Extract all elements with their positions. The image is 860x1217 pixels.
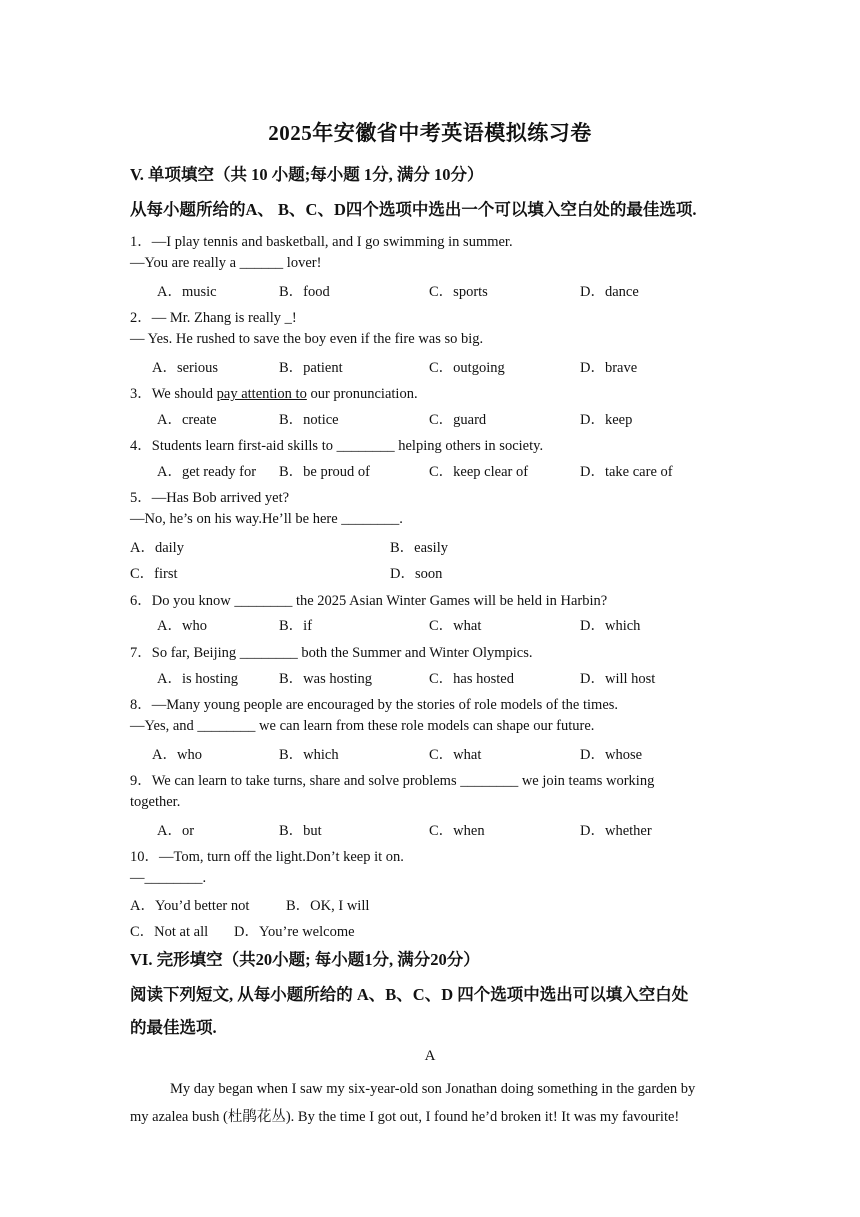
question-10-stem: 10．—Tom, turn off the light.Don’t keep it on.	[130, 849, 404, 865]
option-c: C．sports	[429, 284, 488, 300]
section-6-instruction-line-2: 的最佳选项.	[130, 1018, 217, 1037]
option-a: A．music	[157, 284, 217, 300]
option-c: C．what	[429, 747, 482, 763]
option-c: C．Not at all	[130, 924, 209, 940]
option-b: B．easily	[390, 540, 448, 556]
question-2-options	[130, 356, 730, 376]
option-b: B．OK, I will	[286, 898, 370, 914]
option-b: B．if	[279, 618, 313, 634]
option-b: B．be proud of	[279, 464, 371, 480]
option-d: D．whose	[580, 747, 643, 763]
section-5-instruction: 从每小题所给的A、 B、C、D四个选项中选出一个可以填入空白处的最佳选项.	[130, 200, 697, 219]
question-4-options	[130, 460, 730, 480]
option-b: B．but	[279, 823, 322, 839]
option-c: C．first	[130, 566, 178, 582]
underlined-phrase: pay attention to	[216, 386, 307, 402]
passage-label: A	[424, 1048, 436, 1064]
option-a: A．who	[157, 618, 207, 634]
question-8-response: —Yes, and ________ we can learn from these role models can shape our future.	[130, 718, 595, 734]
question-10-options-row-1	[130, 894, 730, 914]
option-b: B．patient	[279, 360, 343, 376]
question-10-response: —________.	[130, 870, 207, 886]
question-10-options-row-2	[130, 920, 730, 940]
question-6-stem: 6．Do you know ________ the 2025 Asian Winter Games will be held in Harbin?	[130, 593, 608, 609]
question-5-options-row-1	[130, 536, 730, 556]
question-5-options-row-2	[130, 562, 730, 582]
option-b: B．was hosting	[279, 671, 373, 687]
section-6-heading: VI. 完形填空（共20小题; 每小题1分, 满分20分）	[130, 950, 480, 969]
option-a: A．is hosting	[157, 671, 238, 687]
question-9-stem-continued: together.	[130, 794, 181, 810]
passage-line-1: My day began when I saw my six-year-old son Jonathan doing something in the garden by	[170, 1081, 696, 1097]
question-1-options	[130, 280, 730, 300]
option-d: D．keep	[580, 412, 633, 428]
question-8-options	[130, 743, 730, 763]
question-7-stem: 7．So far, Beijing ________ both the Summer and Winter Olympics.	[130, 645, 533, 661]
option-c: C．guard	[429, 412, 487, 428]
option-a: A．daily	[130, 540, 184, 556]
section-6-instruction-line-1: 阅读下列短文, 从每小题所给的 A、B、C、D 四个选项中选出可以填入空白处	[130, 985, 689, 1004]
page-title: 2025年安徽省中考英语模拟练习卷	[268, 121, 592, 145]
option-a: A．or	[157, 823, 195, 839]
option-c: C．outgoing	[429, 360, 505, 376]
option-d: D．whether	[580, 823, 652, 839]
option-d: D．which	[580, 618, 641, 634]
option-c: C．what	[429, 618, 482, 634]
question-3-stem: 3．We should pay attention to our pronunciation.	[130, 386, 418, 402]
option-a: A．who	[152, 747, 202, 763]
option-a: A．serious	[152, 360, 219, 376]
question-2-response: — Yes. He rushed to save the boy even if the fire was so big.	[130, 331, 484, 347]
question-7-options	[130, 667, 730, 687]
question-1-stem: 1．—I play tennis and basketball, and I go swimming in summer.	[130, 234, 513, 250]
option-a: A．get ready for	[157, 464, 257, 480]
option-d: D．brave	[580, 360, 638, 376]
question-5-stem: 5．—Has Bob arrived yet?	[130, 490, 290, 506]
option-c: C．has hosted	[429, 671, 514, 687]
option-d: D．You’re welcome	[234, 924, 355, 940]
option-b: B．notice	[279, 412, 339, 428]
option-d: D．soon	[390, 566, 443, 582]
question-8-stem: 8．—Many young people are encouraged by the stories of role models of the times.	[130, 697, 619, 713]
option-c: C．keep clear of	[429, 464, 529, 480]
option-a: A．You’d better not	[130, 898, 250, 914]
option-b: B．food	[279, 284, 330, 300]
question-5-response: —No, he’s on his way.He’ll be here ________.	[130, 511, 403, 527]
option-d: D．take care of	[580, 464, 673, 480]
option-d: D．dance	[580, 284, 639, 300]
question-6-options	[130, 614, 730, 634]
question-4-stem: 4．Students learn first-aid skills to ________ helping others in society.	[130, 438, 544, 454]
question-9-stem: 9．We can learn to take turns, share and solve problems ________ we join teams working	[130, 773, 655, 789]
passage-line-2: my azalea bush (杜鹃花丛). By the time I got out, I found he’d broken it! It was my favourite!	[130, 1109, 680, 1125]
question-3-options	[130, 408, 730, 428]
section-5-heading: V. 单项填空（共 10 小题;每小题 1分, 满分 10分）	[130, 165, 484, 184]
question-2-stem: 2．— Mr. Zhang is really _!	[130, 310, 297, 326]
option-c: C．when	[429, 823, 485, 839]
question-1-response: —You are really a ______ lover!	[130, 255, 322, 271]
option-a: A．create	[157, 412, 217, 428]
option-b: B．which	[279, 747, 339, 763]
option-d: D．will host	[580, 671, 656, 687]
question-9-options	[130, 819, 730, 839]
